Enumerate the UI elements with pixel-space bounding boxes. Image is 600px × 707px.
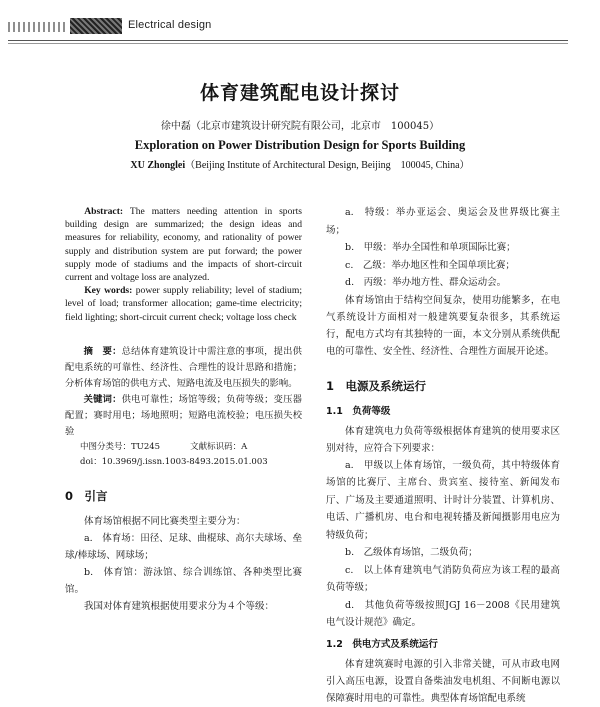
grade-item-a: a. 特级：举办亚运会、奥运会及世界级比赛主场； — [326, 207, 560, 236]
author-cn: 徐中磊（北京市建筑设计研究院有限公司，北京市 100045） — [160, 121, 440, 132]
author-en-name: XU Zhonglei — [130, 160, 186, 171]
header-rule — [8, 40, 568, 41]
section-1-heading: 1 电源及系统运行 — [326, 378, 427, 393]
paper-title-en: Exploration on Power Distribution Design for Sports Building — [134, 138, 466, 152]
section-1-1-heading: 1.1 负荷等级 — [326, 405, 391, 417]
load-item-c: c. 以上体育建筑电气消防负荷应为该工程的最高负荷等级； — [326, 564, 560, 593]
grade-item-d: d. 丙级：举办地方性、群众运动会。 — [345, 277, 507, 288]
journal-badge-icon — [70, 18, 122, 34]
section-1-2-heading: 1.2 供电方式及系统运行 — [326, 638, 438, 650]
keywords-cn: 关键词：供电可靠性；场馆等级；负荷等级；变压器配置；赛时用电；场地照明；短路电流校验；电压损失校验 — [65, 393, 302, 437]
abstract-cn: 摘 要：总结体育建筑设计中需注意的事项，提出供配电系统的可靠性、经济性、合理性的设计思路和措施；分析体育场馆的供电方式、短路电流及电压损失的影响。 — [65, 345, 302, 389]
classification: 中图分类号：TU245 文献标识码：A — [80, 441, 248, 452]
para-power-supply: 体育建筑赛时电源的引入非常关键，可从市政电网引入高压电源，设置自备柴油发电机组、不间断电源以保障赛时用电的可靠性。典型体育场馆配电系统 — [326, 658, 560, 704]
load-item-a: a. 甲级以上体育场馆，一级负荷，其中特级体育场馆的比赛厅、主席台、贵宾室、接待室、新闻发布厅、广场及主要通道照明、计时计分装置、计算机房、电话、广播机房、电台和电视转播及新闻摄影用电应为特级负荷； — [326, 459, 560, 541]
grade-item-c: c. 乙级：举办地区性和全国单项比赛； — [345, 259, 515, 271]
para-structure: 体育场馆由于结构空间复杂，使用功能繁多，在电气系统设计方面相对一般建筑要复杂很多，其系统运行，配电方式均有其独特的一面，本文分别从系统供配电的可靠性、安全性、经济性、合理性方面展开论述。 — [326, 294, 560, 357]
intro-item-b: b. 体育馆：游泳馆、综合训练馆、各种类型比赛馆。 — [65, 566, 302, 595]
intro-para-2: 我国对体育建筑根据使用要求分为４个等级： — [84, 600, 275, 612]
keywords-en: Key words: power supply reliability; level of stadium; level of load; transformer allocation; game-time electricity; field lighting; short-circuit current check; voltage loss check — [65, 285, 302, 323]
running-header: Electrical design — [128, 19, 212, 31]
section-0-heading: 0 引言 — [65, 488, 108, 503]
right-column — [326, 204, 560, 707]
para-load-level: 体育建筑电力负荷等级根据体育建筑的使用要求区别对待，应符合下列要求： — [326, 425, 560, 454]
left-column — [65, 205, 302, 615]
grade-item-b: b. 甲级：举办全国性和单项国际比赛； — [345, 242, 516, 253]
abstract-en: Abstract: The matters needing attention in sports building design are summarized; the design ideas and measures for reliability, economy, and rationality of power supply and distribution system are put forward; the power supply mode of stadiums and the impacts of short-circuit current and voltage loss are analyzed. — [65, 206, 302, 284]
intro-item-a: a. 体育场：田径、足球、曲棍球、高尔夫球场、垒球/棒球场、网球场； — [65, 532, 302, 561]
header-ornament — [8, 22, 68, 32]
load-item-b: b. 乙级体育场馆，二级负荷； — [345, 547, 478, 558]
doi: doi：10.3969/j.issn.1003-8493.2015.01.003 — [80, 456, 268, 467]
author-en-affiliation: （Beijing Institute of Architectural Design, Beijing 100045, China） — [185, 160, 470, 171]
load-item-d: d. 其他负荷等级按照JGJ 16－2008《民用建筑电气设计规范》确定。 — [326, 599, 560, 628]
intro-para-1: 体育场馆根据不同比赛类型主要分为： — [84, 515, 246, 527]
header-rule-thin — [8, 43, 568, 44]
author-en — [0, 156, 600, 171]
paper-title: 体育建筑配电设计探讨 — [199, 82, 400, 104]
